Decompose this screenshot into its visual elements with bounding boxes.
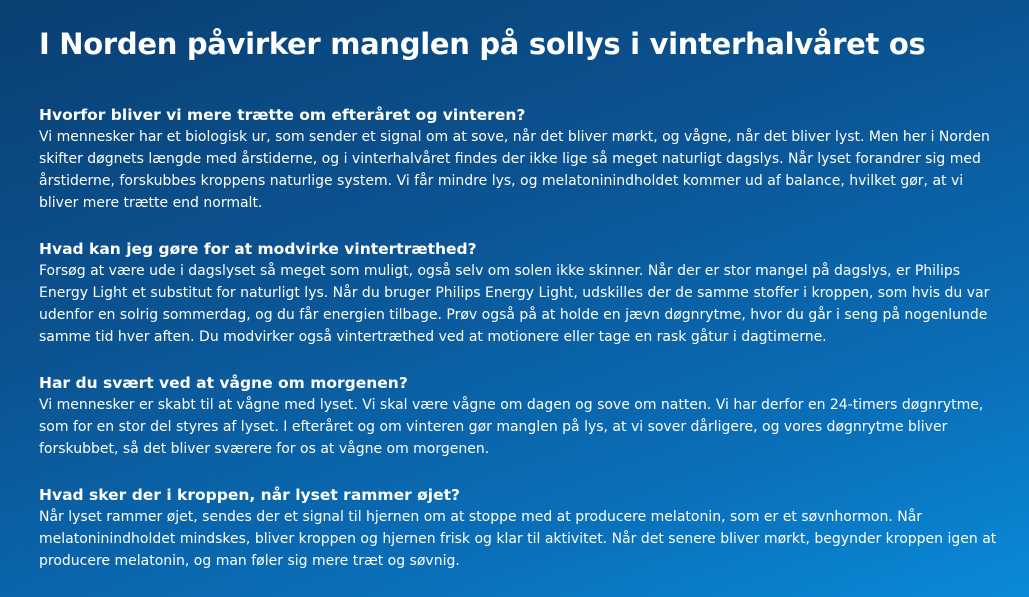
section-body: Vi mennesker er skabt til at vågne med lyset. Vi skal være vågne om dagen og sove om natten. Vi har derfor en 24-timers døgnrytme, som for en stor del styres af lyset. I efteråret og om vinteren gør manglen på lys, at vi sover dårligere, og vores døgnrytme bliver forskubbet, så det bliver sværere for os at vågne om morgenen. [39,397,984,457]
section-heading: Hvad kan jeg gøre for at modvirke vintertræthed? [39,240,477,258]
section-body: Når lyset rammer øjet, sendes der et signal til hjernen om at stoppe med at producere melatonin, som er et søvnhormon. Når melatoninindholdet mindskes, bliver kroppen og hjernen frisk og klar til aktivitet. Når det senere bliver mørkt, begynder kroppen igen at producere melatonin, og man føler sig mere træt og søvnig. [39,509,997,569]
page-title: I Norden påvirker manglen på sollys i vinterhalvåret os [39,27,926,61]
section-heading: Har du svært ved at vågne om morgenen? [39,374,408,392]
section-heading: Hvorfor bliver vi mere trætte om efteråret og vinteren? [39,106,526,124]
faq-section-counteract [39,238,999,348]
section-body: Forsøg at være ude i dagslyset så meget som muligt, også selv om solen ikke skinner. Når der er stor mangel på dagslys, er Philips Energy Light et substitut for naturligt lys. Når du bruger Philips Energy Light, udskilles der de samme stoffer i kroppen, som hvis du var udenfor en solrig sommerdag, og du får energien tilbage. Prøv også på at holde en jævn døgnrytme, hvor du går i seng på nogenlunde samme tid hver aften. Du modvirker også vintertræthed ved at motionere eller tage en rask gåtur i dagtimerne. [39,263,990,345]
section-heading: Hvad sker der i kroppen, når lyset rammer øjet? [39,486,461,504]
faq-section-waking [39,372,999,460]
faq-section-tiredness [39,104,999,214]
section-body: Vi mennesker har et biologisk ur, som sender et signal om at sove, når det bliver mørkt, og vågne, når det bliver lyst. Men her i Norden skifter døgnets længde med årstiderne, og i vinterhalvåret findes der ikke lige så meget naturligt dagslys. Når lyset forandrer sig med årstiderne, forskubbes kroppens naturlige system. Vi får mindre lys, og melatoninindholdet kommer ud af balance, hvilket gør, at vi bliver mere trætte end normalt. [39,129,990,211]
faq-section-body-light [39,484,999,572]
